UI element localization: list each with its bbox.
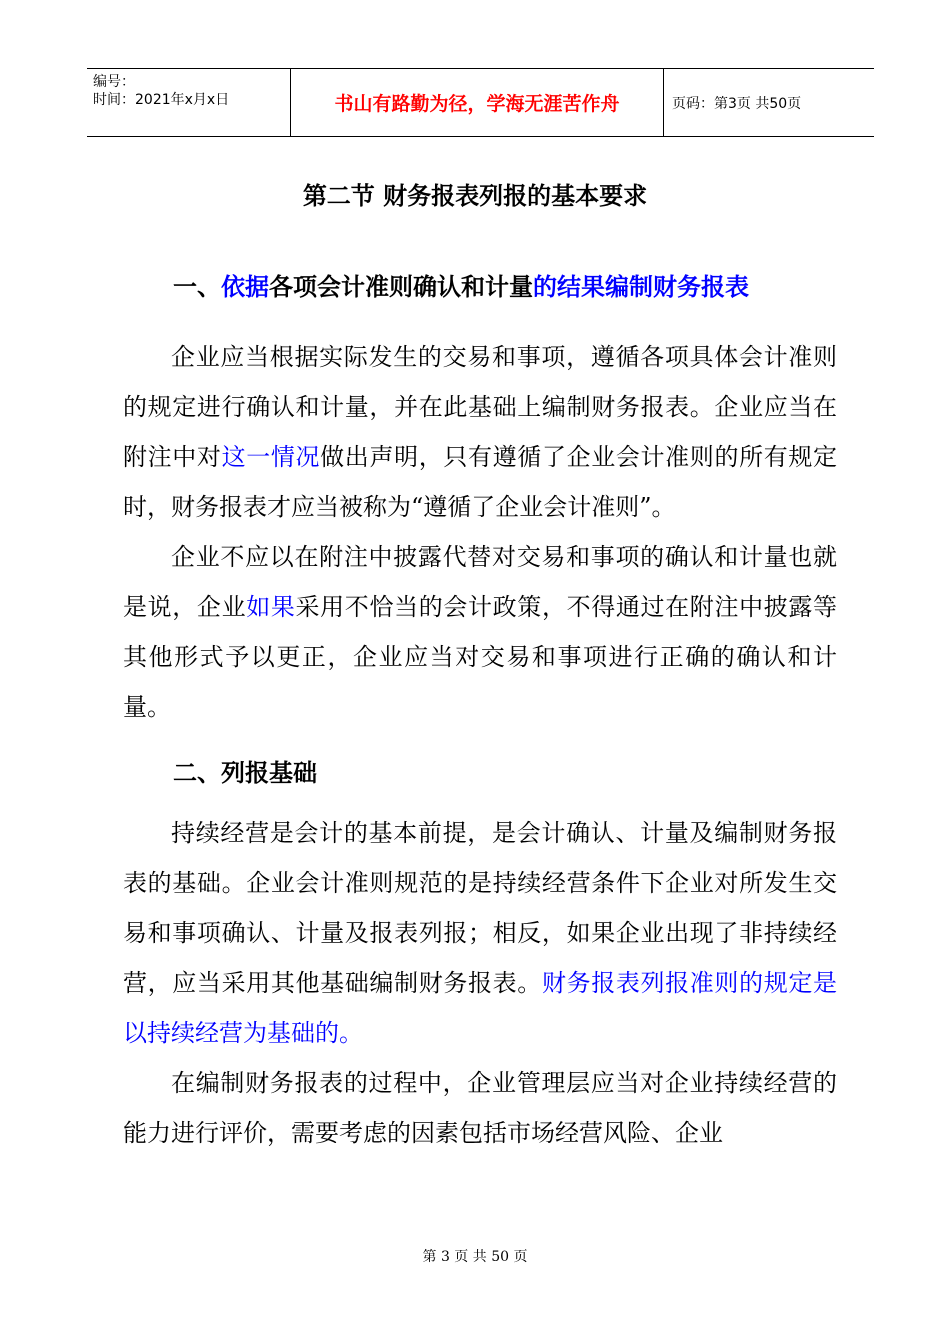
section1-paragraph-2: [123, 532, 837, 732]
header-time-label: 时间：2021年x月x日: [93, 92, 230, 108]
section1-p1-link[interactable]: 这一情况: [221, 443, 321, 471]
section2-p1-text-a: 持续经营是会计的基本前提，是会计确认、计量及编制财务报表的基础。企业会计准则规范的是持续经营条件下企业对所发生交易和事项确认、计量及报表列报；相反，如果企业出现了非持续经营，应当采用其他基础编制财务报表。: [123, 819, 837, 997]
page-title: 第二节 财务报表列报的基本要求: [302, 182, 648, 210]
section1-p2-text-c: 采用不恰当的会计政策，不得通过在附注中披露等其他形式予以更正，企业应当对交易和事项进行正确的确认和计量。: [123, 593, 838, 721]
section1-heading-text: 各项会计准则确认和计量: [269, 273, 533, 301]
section1-heading-link-b[interactable]: 的结果编制财务报表: [533, 273, 749, 301]
document-body: [123, 270, 837, 1158]
page-footer: 第 3 页 共 50 页: [422, 1249, 528, 1265]
section1-p2-text-a: 企业不应以在附注中披露代替对交易和事项的确认和计量也就是说，企业: [123, 543, 837, 621]
section2-paragraph-1: [123, 808, 837, 1058]
section1-p1-text-a: 企业应当根据实际发生的交易和事项，遵循各项具体会计准则的规定进行确认和计量，并在此基础上编制财务报表。企业应当在附注中对: [123, 343, 837, 471]
section2-paragraph-2: 在编制财务报表的过程中，企业管理层应当对企业持续经营的能力进行评价，需要考虑的因素包括市场经营风险、企业: [123, 1069, 837, 1147]
section1-heading-prefix: 一、: [173, 273, 221, 301]
header-code-label: 编号：: [93, 74, 135, 90]
section1-heading-link-a[interactable]: 依据: [221, 273, 269, 301]
section1-p1-text-c: 做出声明，只有遵循了企业会计准则的所有规定时，财务报表才应当被称为“遵循了企业会计准则”。: [123, 443, 838, 521]
header-motto: 书山有路勤为径，学海无涯苦作舟: [291, 69, 664, 137]
header-meta-cell: [87, 69, 291, 137]
section2-heading: 二、列报基础: [173, 759, 317, 787]
header-table: [87, 68, 874, 137]
section1-heading: [173, 270, 837, 304]
section1-paragraph-1: [123, 332, 837, 532]
header-page-label: 页码：第3页 共50页: [664, 69, 875, 137]
section2-p1-link[interactable]: 财务报表列报准则的规定是以持续经营为基础的。: [123, 969, 838, 1047]
section1-p2-link[interactable]: 如果: [246, 593, 296, 621]
